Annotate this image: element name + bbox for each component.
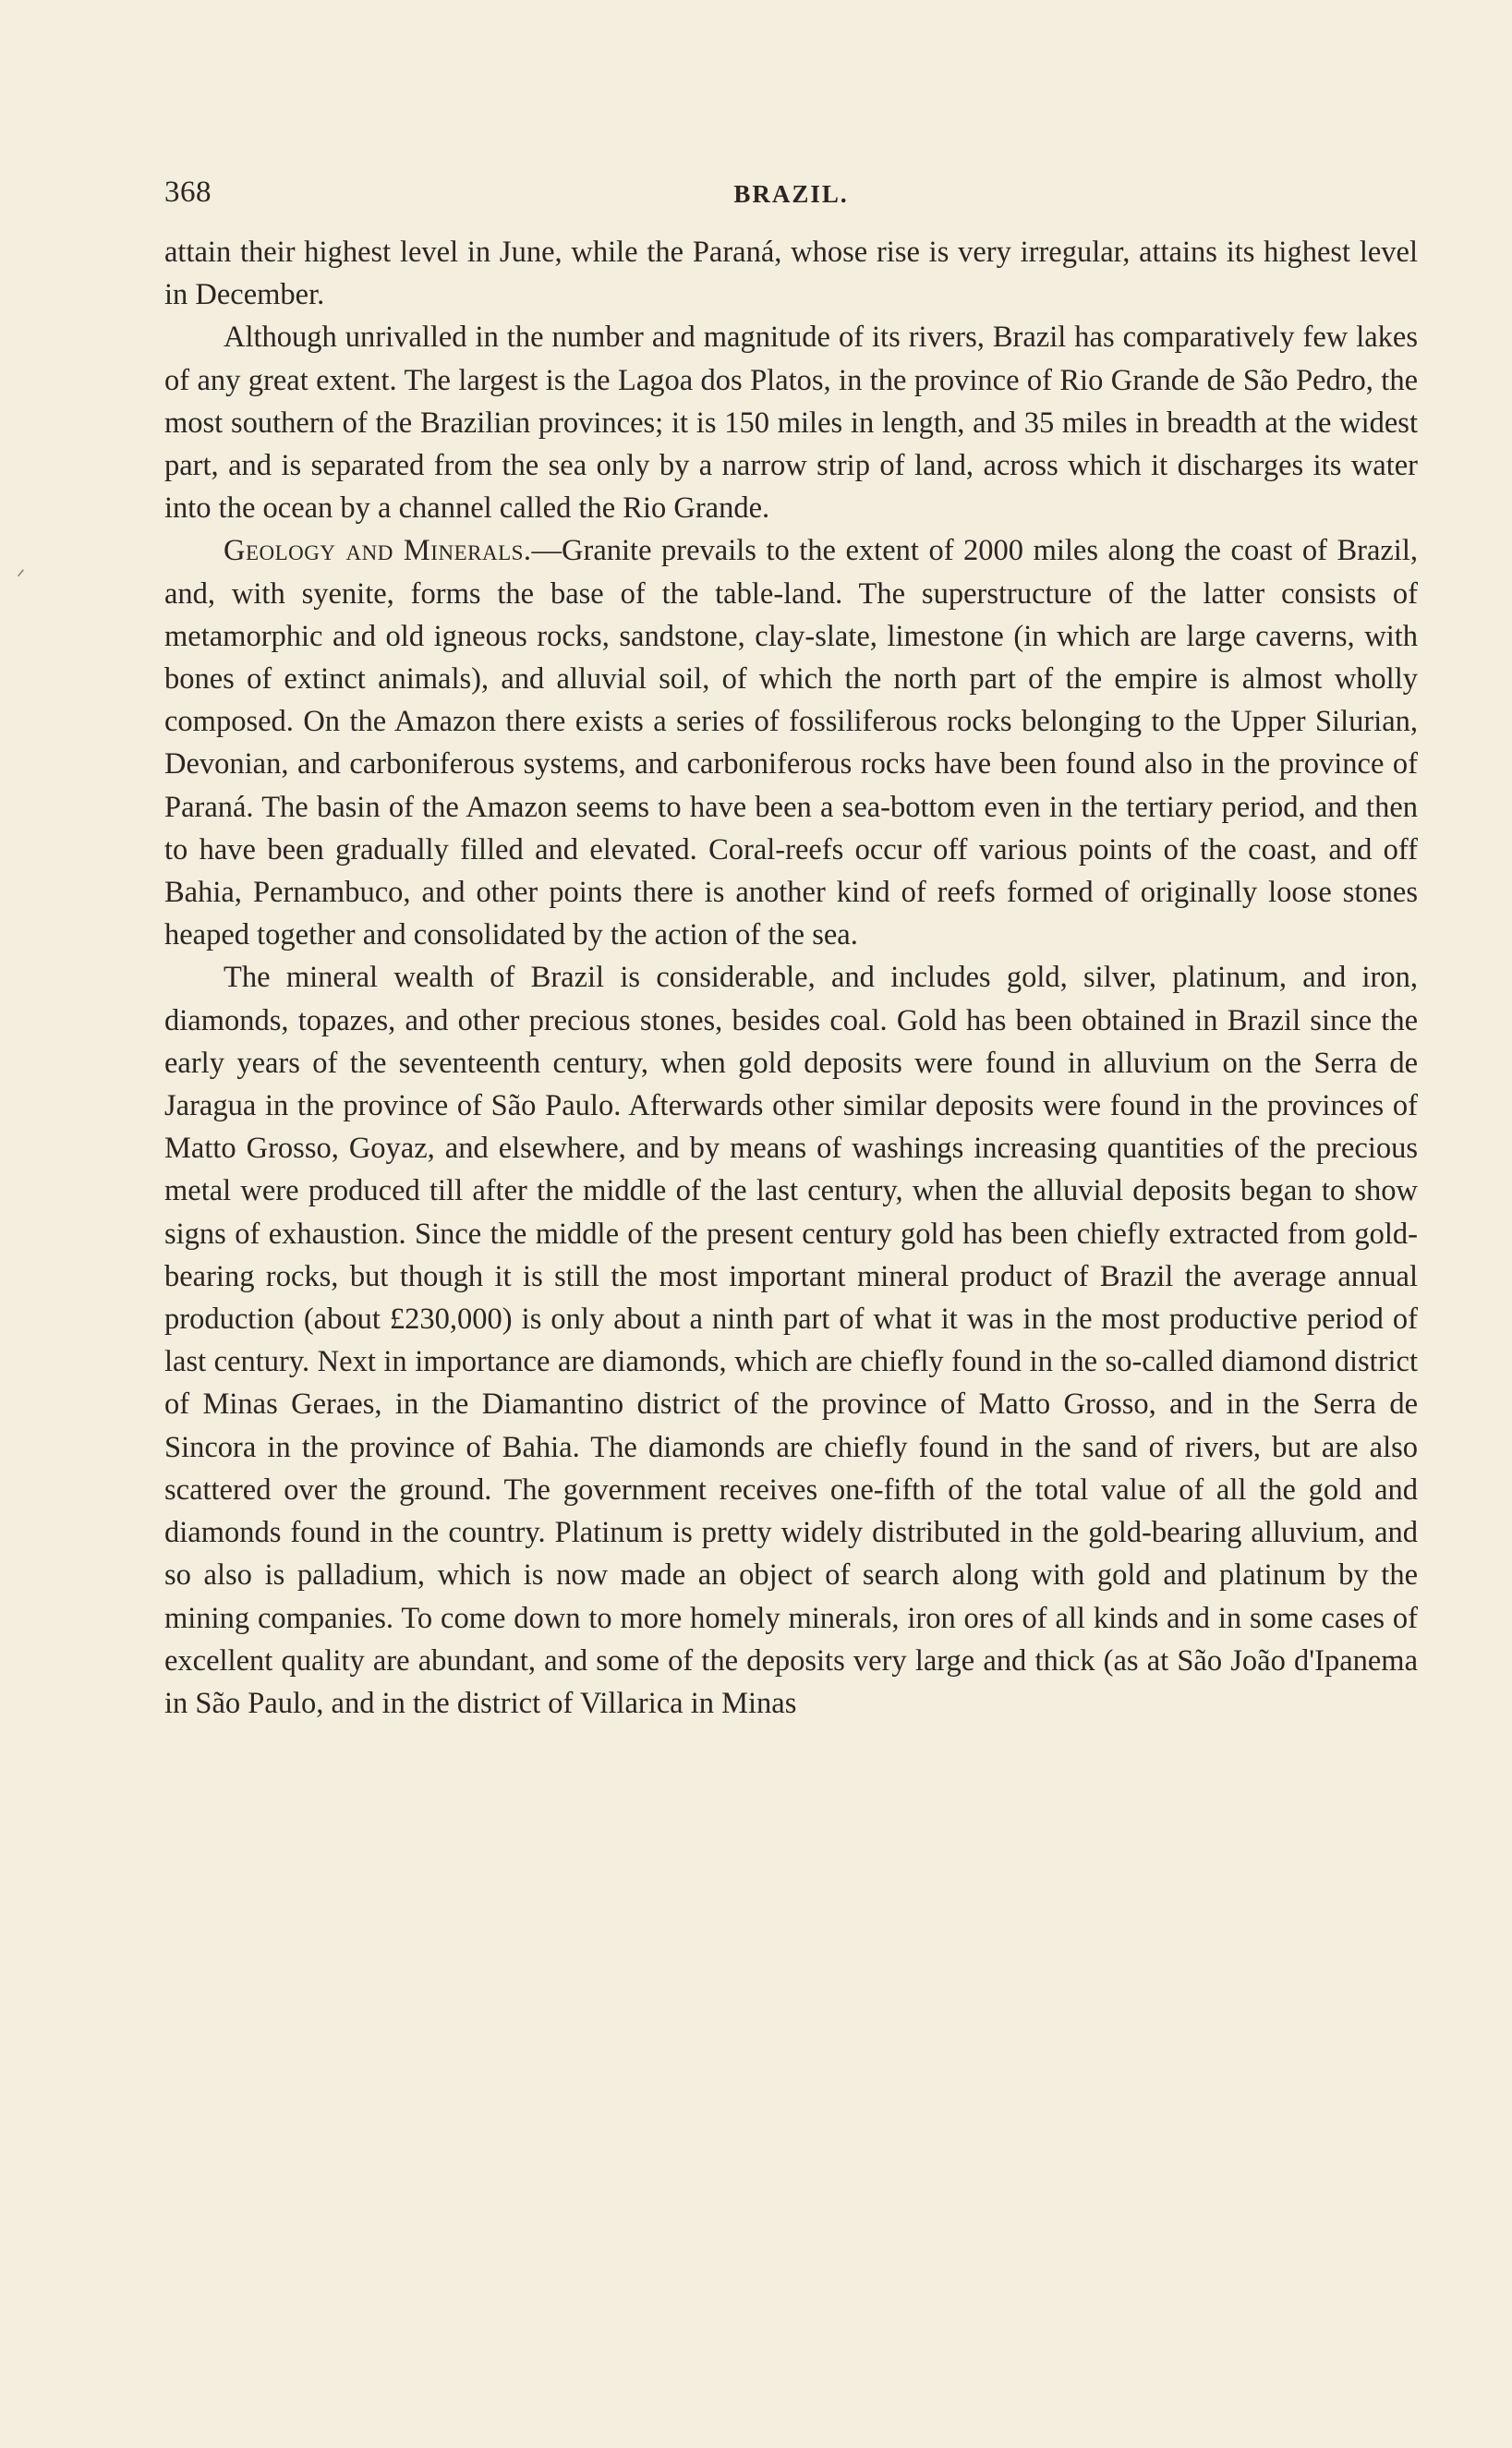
paragraph-mineral-wealth: The mineral wealth of Brazil is considerable, and includes gold, silver, platinum, and iron, diamonds, topazes, and other precious stones, besides coal. Gold has been obtained in Brazil since the early years of the seventeenth century, when gold deposits were found in alluvium on the Serra de Jaragua in the province of São Paulo. Afterwards other similar deposits were found in the provinces of Matto Grosso, Goyaz, and elsewhere, and by means of washings increasing quantities of the precious metal were produced till after the middle of the last century, when the alluvial deposits began to show signs of exhaustion. Since the middle of the present century gold has been chiefly extracted from gold-bearing rocks, but though it is still the most important mineral product of Brazil the average annual production (about £230,000) is only about a ninth part of what it was in the most productive period of last century. Next in importance are diamonds, which are chiefly found in the so-called diamond district of Minas Geraes, in the Diamantino district of the province of Matto Grosso, and in the Serra de Sincora in the province of Bahia. The diamonds are chiefly found in the sand of rivers, but are also scattered over the ground. The government receives one-fifth of the total value of all the gold and diamonds found in the country. Platinum is pretty widely distributed in the gold-bearing alluvium, and so also is palladium, which is now made an object of search along with gold and platinum by the mining companies. To come down to more homely minerals, iron ores of all kinds and in some cases of excellent quality are abundant, and some of the deposits very large and thick (as at São João d'Ipanema in São Paulo, and in the district of Villarica in Minas xyxy=(164,961,1418,1720)
margin-mark: ᐟ xyxy=(17,565,26,588)
running-title: BRAZIL. xyxy=(733,180,849,208)
page-number: 368 xyxy=(164,176,212,209)
paragraph-geology xyxy=(164,529,1418,956)
book-page xyxy=(164,176,1418,1725)
paragraph-lakes: Although unrivalled in the number and magnitude of its rivers, Brazil has comparatively few lakes of any great extent. The largest is the Lagoa dos Platos, in the province of Rio Grande de São Pedro, the most southern of the Brazilian provinces; it is 150 miles in length, and 35 miles in breadth at the widest part, and is separated from the sea only by a narrow strip of land, across which it discharges its water into the ocean by a channel called the Rio Grande. xyxy=(164,321,1418,526)
paragraph-geology-text: —Granite prevails to the extent of 2000 miles along the coast of Brazil, and, with syenite, forms the base of the table-land. The superstructure of the latter consists of metamorphic and old igneous rocks, sandstone, clay-slate, limestone (in which are large caverns, with bones of extinct animals), and alluvial soil, of which the north part of the empire is almost wholly composed. On the Amazon there exists a series of fossiliferous rocks belonging to the Upper Silurian, Devonian, and carboniferous systems, and carboniferous rocks have been found also in the province of Paraná. The basin of the Amazon seems to have been a sea-bottom even in the tertiary period, and then to have been gradually filled and elevated. Coral-reefs occur off various points of the coast, and off Bahia, Pernambuco, and other points there is another kind of reefs formed of originally loose stones heaped together and consolidated by the action of the sea. xyxy=(164,534,1418,952)
page-header xyxy=(164,176,1418,220)
paragraph-continued: attain their highest level in June, while the Paraná, whose rise is very irregular, attains its highest level in December. xyxy=(164,236,1418,312)
section-heading-geology: Geology and Minerals. xyxy=(224,534,532,568)
body-text xyxy=(164,231,1418,1725)
